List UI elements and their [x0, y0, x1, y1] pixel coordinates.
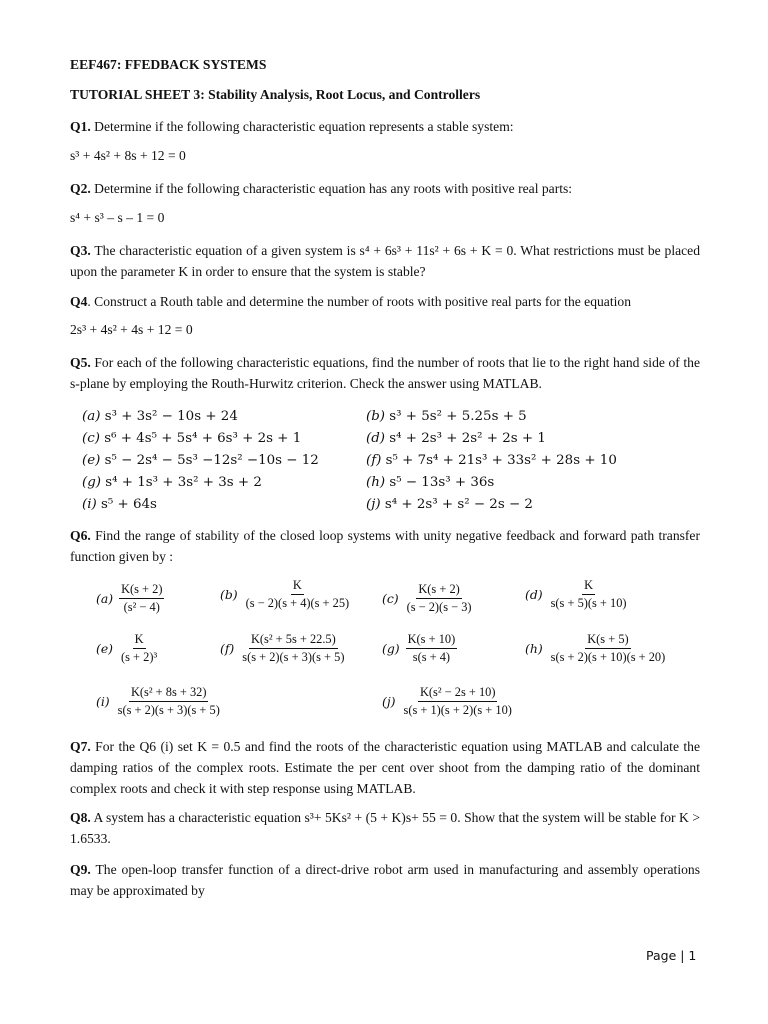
- q6-item-h-numerator: K(s + 5): [585, 632, 630, 649]
- question-9-label: Q9.: [70, 862, 91, 877]
- question-1-text: Determine if the following characteristic equation represents a stable system:: [90, 119, 514, 134]
- q6-item-e: (e) $\frac{K}{\text{(s + 2)³}}$: [96, 632, 158, 664]
- question-1-label: Q1.: [70, 119, 91, 134]
- question-9: [70, 859, 700, 901]
- q6-item-d-denominator: s(s + 5)(s + 10): [550, 596, 627, 610]
- tutorial-title: TUTORIAL SHEET 3: Stability Analysis, Root Locus, and Controllers: [70, 87, 481, 102]
- question-2-equation: s⁴ + s³ – s – 1 = 0: [70, 210, 165, 225]
- q6-item-i: (i) $\frac{\text{K(s² + 8s + 32)}}{s(s + 2)(s + 3)(s + 5)}$: [96, 685, 220, 717]
- q6-item-i-numerator: K(s² + 8s + 32): [129, 685, 209, 702]
- question-1-equation: s³ + 4s² + 8s + 12 = 0: [70, 148, 186, 163]
- page-number: Page | 1: [646, 948, 697, 963]
- question-5: [70, 352, 700, 394]
- question-8-label: Q8.: [70, 810, 91, 825]
- question-8-text: A system has a characteristic equation s³+ 5Ks² + (5 + K)s+ 55 = 0. Show that the system will be stable for K > 1.6533.: [70, 810, 700, 846]
- q6-item-j-numerator: K(s² − 2s + 10): [418, 685, 498, 702]
- question-6-text: Find the range of stability of the closed loop systems with unity negative feedback and forward path transfer function given by :: [70, 528, 700, 564]
- q6-item-g-numerator: K(s + 10): [406, 632, 458, 649]
- q6-item-j-denominator: s(s + 1)(s + 2)(s + 10): [403, 703, 512, 717]
- question-4: [70, 291, 700, 312]
- q6-item-a-numerator: K(s + 2): [119, 582, 164, 599]
- q6-item-i-denominator: s(s + 2)(s + 3)(s + 5): [117, 703, 220, 717]
- question-6-label: Q6.: [70, 528, 91, 543]
- question-3-text: The characteristic equation of a given system is s⁴ + 6s³ + 11s² + 6s + K = 0. What restrictions must be placed upon the parameter K in order to ensure that the system is stable?: [70, 243, 700, 279]
- question-5-label: Q5.: [70, 355, 91, 370]
- q5-item-d: (d) s⁴ + 2s³ + 2s² + 2s + 1: [366, 431, 546, 446]
- q6-item-a: (a) $\frac{K(s + 2)}{\text{(s² − 4)}}$: [96, 582, 163, 614]
- q5-item-i: (i) s⁵ + 64s: [82, 497, 157, 512]
- q6-item-f: (f) $\frac{\text{K(s² + 5s + 22.5)}}{s(s + 2)(s + 3)(s + 5)}$: [220, 632, 345, 664]
- question-1: [70, 116, 700, 137]
- q6-item-c-denominator: (s − 2)(s − 3): [406, 600, 472, 614]
- course-title: EEF467: FFEDBACK SYSTEMS: [70, 57, 267, 72]
- q5-item-c: (c) s⁶ + 4s⁵ + 5s⁴ + 6s³ + 2s + 1: [82, 431, 302, 446]
- q5-item-j: (j) s⁴ + 2s³ + s² − 2s − 2: [366, 497, 533, 512]
- q6-item-h: (h) $\frac{K(s + 5)}{s(s + 2)(s + 10)(s + 20)}$: [525, 632, 666, 664]
- q6-item-h-denominator: s(s + 2)(s + 10)(s + 20): [550, 650, 666, 664]
- q5-item-e: (e) s⁵ − 2s⁴ − 5s³ −12s² −10s − 12: [82, 453, 319, 468]
- q6-item-a-denominator: (s² − 4): [123, 600, 160, 614]
- q6-item-b-denominator: (s − 2)(s + 4)(s + 25): [245, 596, 350, 610]
- question-2: [70, 178, 700, 199]
- q6-item-f-numerator: K(s² + 5s + 22.5): [249, 632, 338, 649]
- q6-item-g: (g) $\frac{K(s + 10)}{s(s + 4)}$: [382, 632, 456, 664]
- question-2-label: Q2.: [70, 181, 91, 196]
- q6-item-g-denominator: s(s + 4): [412, 650, 451, 664]
- q5-item-b: (b) s³ + 5s² + 5.25s + 5: [366, 409, 527, 424]
- q6-item-j: (j) $\frac{\text{K(s² − 2s + 10)}}{s(s + 1)(s + 2)(s + 10)}$: [382, 685, 512, 717]
- q6-item-f-denominator: s(s + 2)(s + 3)(s + 5): [242, 650, 345, 664]
- question-5-text: For each of the following characteristic equations, find the number of roots that lie to the right hand side of the s-plane by employing the Routh-Hurwitz criterion. Check the answer using MATLAB.: [70, 355, 700, 391]
- q6-item-b-numerator: K: [291, 578, 304, 595]
- question-7-text: For the Q6 (i) set K = 0.5 and find the roots of the characteristic equation using MATLAB and calculate the damping ratios of the complex roots. Estimate the per cent over shoot from the damping ratio of the dominant complex roots and check it with step response using MATLAB.: [70, 739, 700, 796]
- q6-item-e-numerator: K: [133, 632, 146, 649]
- question-7: [70, 736, 700, 799]
- q6-item-b: (b) $\frac{K}{(s - 2)(s + 4)(s + 25)}$: [220, 578, 350, 610]
- q5-item-g: (g) s⁴ + 1s³ + 3s² + 3s + 2: [82, 475, 262, 490]
- question-2-text: Determine if the following characteristic equation has any roots with positive real parts:: [90, 181, 573, 196]
- question-9-text: The open-loop transfer function of a direct-drive robot arm used in manufacturing and assembly operations may be approximated by: [70, 862, 700, 898]
- question-4-text: . Construct a Routh table and determine the number of roots with positive real parts for the equation: [87, 294, 631, 309]
- q6-item-e-denominator: (s + 2)³: [121, 650, 158, 664]
- q5-item-h: (h) s⁵ − 13s³ + 36s: [366, 475, 495, 490]
- question-7-label: Q7.: [70, 739, 91, 754]
- q6-item-d: (d) $\frac{K}{s(s + 5)(s + 10)}$: [525, 578, 627, 610]
- question-4-label: Q4: [70, 294, 88, 309]
- q5-item-a: (a) s³ + 3s² − 10s + 24: [82, 409, 238, 424]
- question-6: [70, 525, 700, 567]
- question-3: [70, 240, 700, 282]
- q5-item-f: (f) s⁵ + 7s⁴ + 21s³ + 33s² + 28s + 10: [366, 453, 617, 468]
- question-3-label: Q3.: [70, 243, 91, 258]
- q6-item-d-numerator: K: [582, 578, 595, 595]
- q6-item-c: (c) $\frac{K(s + 2)}{(s - 2)(s - 3)}$: [382, 582, 472, 614]
- question-4-equation: 2s³ + 4s² + 4s + 12 = 0: [70, 322, 193, 337]
- question-8: [70, 807, 700, 849]
- q6-item-c-numerator: K(s + 2): [416, 582, 461, 599]
